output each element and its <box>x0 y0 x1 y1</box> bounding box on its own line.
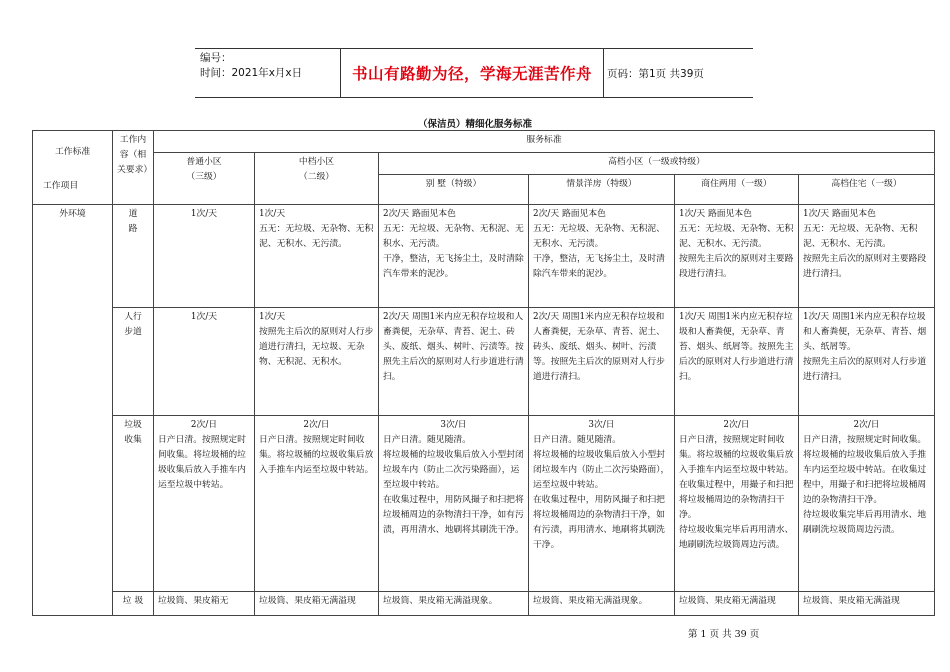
header-premium: 高档小区（一级或特级） <box>379 153 935 175</box>
item-cell: 人行 步道 <box>113 308 154 416</box>
ordinary-cell: 垃圾筒、果皮箱无 <box>154 592 255 616</box>
header-motto: 书山有路勤为径，学海无涯苦作舟 <box>340 49 604 97</box>
item-cell: 垃 圾 <box>113 592 154 616</box>
header-work-content: 工作内容（相关要求） <box>113 131 154 205</box>
table-row <box>33 308 935 416</box>
header-villa: 别 墅（特级） <box>379 175 529 205</box>
table-row <box>33 205 935 308</box>
frequency-label: 3次/日 <box>440 420 467 430</box>
scenic-cell: 2次/天 周围1米内应无积存垃圾和人畜粪便，无杂草、青苔、泥土、砖头、废纸、烟头、树叶、污渍等。按照先主后次的原则对人行步道进行清扫。 <box>529 308 675 416</box>
item-cell: 道 路 <box>113 205 154 308</box>
header-mid: 中档小区 （二级） <box>255 153 379 205</box>
villa-cell: 垃圾筒、果皮箱无满溢现象。 <box>379 592 529 616</box>
villa-cell: 2次/天 周围1米内应无积存垃圾和人畜粪便，无杂草、青苔、泥土、砖头、废纸、烟头、树叶、污渍等。按照先主后次的原则对人行步道进行清扫。 <box>379 308 529 416</box>
commercial-cell: 垃圾筒、果皮箱无满溢现 <box>675 592 799 616</box>
corner-work-standard: 工作标准 <box>55 147 91 157</box>
ordinary-cell: 1次/天 <box>154 205 255 308</box>
cell-text: 日产日清。随见随清。 将垃圾桶的垃圾收集后放入小型封闭垃圾车内（防止二次污染路面），运至垃圾中转站。 在收集过程中，用防风撮子和扫把将垃圾桶周边的杂物清扫干净，如有污渍，再用清水、地刷将其刷洗干净。 <box>383 435 524 535</box>
highend-cell: 垃圾筒、果皮箱无满溢现 <box>799 592 935 616</box>
mid-cell: 垃圾筒、果皮箱无满溢现 <box>255 592 379 616</box>
document-title: （保洁员）精细化服务标准 <box>417 119 532 130</box>
frequency-label: 2次/日 <box>853 420 880 430</box>
header-commercial: 商住两用（一级） <box>675 175 799 205</box>
cell-text: 日产日清，按照规定时间收集。将垃圾桶的垃圾收集后放入手推车内运至垃圾中转站。在收集过程中，用撮子和扫把将垃圾桶周边的杂物清扫干净。 待垃圾收集完毕后再用清水、地刷刷洗垃圾筒周边污渍。 <box>803 435 927 535</box>
ordinary-cell <box>154 416 255 592</box>
document-header <box>195 48 753 98</box>
number-label: 编号： <box>200 52 232 64</box>
villa-cell: 2次/天 路面见本色 五无：无垃圾、无杂物、无积泥、无积水、无污渍。 干净，整洁，无飞扬尘土，及时清除汽车带来的泥沙。 <box>379 205 529 308</box>
header-ordinary: 普通小区 （三级） <box>154 153 255 205</box>
header-corner-cell <box>33 131 113 205</box>
cell-text: 日产日清。按照规定时间收集。将垃圾桶的垃圾收集后放入手推车内运至垃圾中转站。 <box>158 435 246 490</box>
scenic-cell <box>529 416 675 592</box>
cell-text: 日产日清，按照规定时间收集。将垃圾桶的垃圾收集后放入手推车内运至垃圾中转站。在收集过程中，用撮子和扫把将垃圾桶周边的杂物清扫干净。 待垃圾收集完毕后再用清水、地刷刷洗垃圾筒周边污渍。 <box>679 435 794 550</box>
villa-cell <box>379 416 529 592</box>
service-standard-table <box>32 130 935 616</box>
scenic-cell: 2次/天 路面见本色 五无：无垃圾、无杂物、无积泥、无积水、无污渍。 干净，整洁，无飞扬尘土，及时清除汽车带来的泥沙。 <box>529 205 675 308</box>
commercial-cell <box>675 416 799 592</box>
table-row <box>33 416 935 592</box>
commercial-cell: 1次/天 周围1米内应无积存垃圾和人畜粪便，无杂草、青苔、烟头、纸屑等。按照先主后次的原则对人行步道进行清扫。 <box>675 308 799 416</box>
mid-cell: 1次/天 按照先主后次的原则对人行步道进行清扫，无垃圾、无杂物、无积泥、无积水。 <box>255 308 379 416</box>
scenic-cell: 垃圾筒、果皮箱无满溢现象。 <box>529 592 675 616</box>
cell-text: 日产日清。随见随清。 将垃圾桶的垃圾收集后放入小型封闭垃圾车内（防止二次污染路面），运至垃圾中转站。 在收集过程中，用防风撮子和扫把将垃圾桶周边的杂物清扫干净，如有污渍，再用清水、地刷将其刷洗干净。 <box>533 435 670 550</box>
corner-work-item: 工作项目 <box>43 181 79 191</box>
footer-page-number: 第 1 页 共 39 页 <box>688 629 760 640</box>
highend-cell: 1次/天 周围1米内应无积存垃圾和人畜粪便，无杂草、青苔、烟头、纸屑等。 按照先主后次的原则对人行步道进行清扫。 <box>799 308 935 416</box>
item-cell: 垃圾 收集 <box>113 416 154 592</box>
header-page-info: 页码：第1页 共39页 <box>607 67 704 80</box>
header-scenic: 情景洋房（特级） <box>529 175 675 205</box>
header-meta <box>200 51 340 81</box>
date-label: 时间：2021年x月x日 <box>200 67 303 79</box>
frequency-label: 2次/日 <box>303 420 330 430</box>
mid-cell <box>255 416 379 592</box>
ordinary-cell: 1次/天 <box>154 308 255 416</box>
highend-cell <box>799 416 935 592</box>
highend-cell: 1次/天 路面见本色 五无：无垃圾、无杂物、无积泥、无积水、无污渍。 按照先主后次的原则对主要路段进行清扫。 <box>799 205 935 308</box>
table-row <box>33 592 935 616</box>
mid-cell: 1次/天 五无：无垃圾、无杂物、无积泥、无积水、无污渍。 <box>255 205 379 308</box>
frequency-label: 2次/日 <box>723 420 750 430</box>
category-cell: 外环境 <box>33 205 113 616</box>
commercial-cell: 1次/天 路面见本色 五无：无垃圾、无杂物、无积泥、无积水、无污渍。 按照先主后次的原则对主要路段进行清扫。 <box>675 205 799 308</box>
frequency-label: 2次/日 <box>190 420 218 430</box>
frequency-label: 3次/日 <box>588 420 615 430</box>
header-highend: 高档住宅（一级） <box>799 175 935 205</box>
cell-text: 日产日清。按照规定时间收集。将垃圾桶的垃圾收集后放入手推车内运至垃圾中转站。 <box>259 435 374 475</box>
header-service-standard: 服务标准 <box>154 131 935 153</box>
